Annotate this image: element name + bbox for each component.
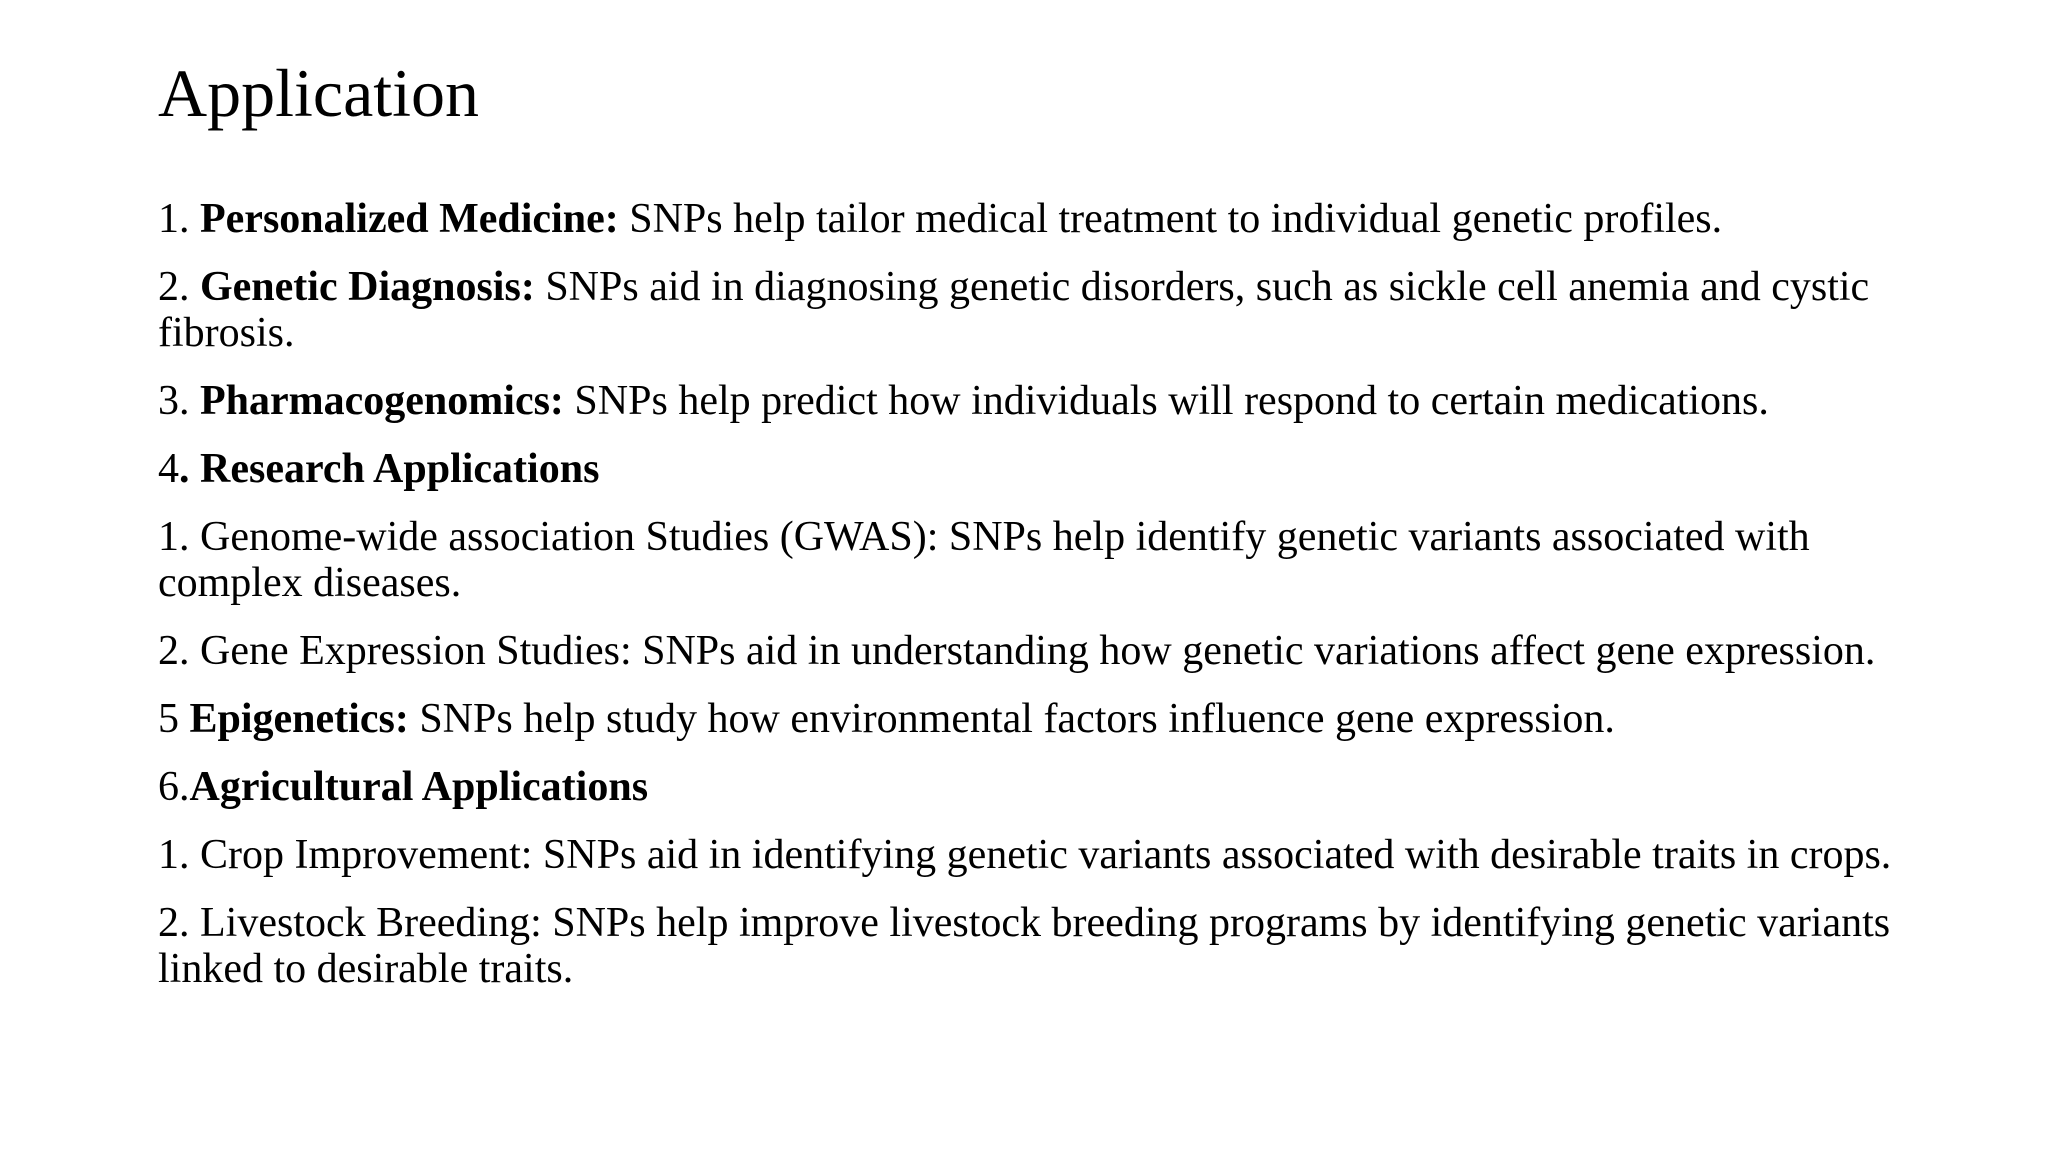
item-number: 1. (158, 196, 200, 242)
item-heading: Agricultural Applications (189, 764, 649, 810)
list-item-epigenetics (158, 696, 1898, 742)
list-item-personalized-medicine (158, 196, 1898, 242)
item-number: 4 (158, 446, 179, 492)
list-item-gwas (158, 514, 1898, 606)
item-text: 1. Genome-wide association Studies (GWAS): SNPs help identify genetic variants associated with complex diseases. (158, 514, 1810, 606)
item-heading: . Research Applications (179, 446, 600, 492)
item-heading: Genetic Diagnosis: (200, 264, 535, 310)
item-text: SNPs help tailor medical treatment to individual genetic profiles. (618, 196, 1723, 242)
item-number: 3. (158, 378, 200, 424)
item-text: 1. Crop Improvement: SNPs aid in identifying genetic variants associated with desirable traits in crops. (158, 832, 1892, 878)
item-number: 6. (158, 764, 190, 810)
item-heading: Personalized Medicine: (200, 196, 619, 242)
list-item-gene-expression-studies (158, 628, 1898, 674)
item-number: 5 (158, 696, 190, 742)
list-item-genetic-diagnosis (158, 264, 1898, 356)
item-number: 2. (158, 264, 200, 310)
list-item-agricultural-applications (158, 764, 1898, 810)
slide-title: Application (158, 55, 480, 131)
slide-content (158, 196, 1898, 1014)
list-item-pharmacogenomics (158, 378, 1898, 424)
list-item-research-applications (158, 446, 1898, 492)
item-text: 2. Livestock Breeding: SNPs help improve livestock breeding programs by identifying genetic variants linked to desirable traits. (158, 900, 1891, 992)
list-item-livestock-breeding (158, 900, 1898, 992)
item-text: 2. Gene Expression Studies: SNPs aid in understanding how genetic variations affect gene expression. (158, 628, 1876, 674)
item-heading: Epigenetics: (189, 696, 409, 742)
item-text: SNPs help study how environmental factors influence gene expression. (408, 696, 1615, 742)
item-text: SNPs help predict how individuals will respond to certain medications. (563, 378, 1769, 424)
list-item-crop-improvement (158, 832, 1898, 878)
item-heading: Pharmacogenomics: (200, 378, 564, 424)
item-text: SNPs aid in diagnosing genetic disorders, such as sickle cell anemia and cystic fibrosis. (158, 264, 1870, 356)
